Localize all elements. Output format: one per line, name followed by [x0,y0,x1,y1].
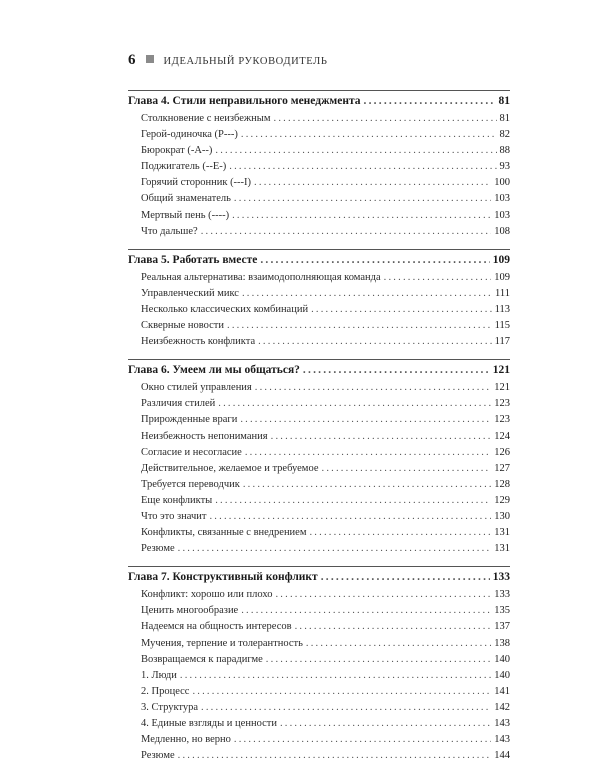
dot-leader [364,92,496,111]
toc-entry-title: Скверные новости [141,320,225,332]
dot-leader [266,652,491,668]
toc-entry-page: 126 [494,446,510,458]
toc-entry[interactable] [128,127,510,143]
chapter-heading[interactable] [128,361,510,380]
toc-entry[interactable] [128,587,510,603]
toc-entry-page: 88 [499,145,510,157]
toc-entry-title: Поджигатель (--E-) [141,161,227,173]
toc-entry[interactable] [128,732,510,748]
toc-entry[interactable] [128,700,510,716]
toc-entry-title: Действительное, желаемое и требуемое [141,462,319,474]
toc-entry-page: 144 [494,750,510,762]
toc-entry-page: 135 [494,605,510,617]
dot-leader [274,111,497,127]
toc-entry-title: 3. Структура [141,701,199,713]
dot-leader [309,525,491,541]
toc-entry-title: Ценить многообразие [141,605,239,617]
toc-entry-page: 124 [494,430,510,442]
dot-leader [384,270,492,286]
toc-entry-title: Что дальше? [141,225,198,237]
toc-entry-page: 123 [494,398,510,410]
toc-entry-title: Конфликт: хорошо или плохо [141,589,273,601]
dot-leader [311,302,492,318]
toc-entry-title: Окно стилей управления [141,382,252,394]
toc-entry[interactable] [128,716,510,732]
dot-leader [234,191,491,207]
toc-entry-title: Неизбежность конфликта [141,336,256,348]
chapter-heading[interactable] [128,92,510,111]
dot-leader [218,396,491,412]
toc-entry[interactable] [128,412,510,428]
toc-entry-title: Реальная альтернатива: взаимодополняющая команда [141,271,381,283]
dot-leader [215,493,491,509]
dot-leader [322,461,492,477]
toc-entry[interactable] [128,302,510,318]
dot-leader [275,587,491,603]
chapter-block [128,359,510,557]
toc-entry[interactable] [128,652,510,668]
toc-entry[interactable] [128,619,510,635]
toc-entry-page: 138 [494,637,510,649]
toc-entry[interactable] [128,461,510,477]
dot-leader [227,318,492,334]
toc-entry-page: 100 [494,177,510,189]
toc-entry-page: 130 [494,510,510,522]
running-header [128,52,510,69]
dot-leader [192,684,491,700]
toc-entry-page: 93 [499,161,510,173]
toc-entry[interactable] [128,541,510,557]
toc-entry-page: 103 [494,193,510,205]
dot-leader [209,509,491,525]
table-of-contents [128,90,510,764]
toc-entry-page: 140 [494,653,510,665]
toc-entry-page: 140 [494,669,510,681]
chapter-block [128,90,510,240]
dot-leader [306,636,491,652]
toc-entry-title: Столкновение с неизбежным [141,113,271,124]
toc-entry-title: Неизбежность непонимания [141,430,268,442]
chapter-heading[interactable] [128,568,510,587]
toc-entry[interactable] [128,445,510,461]
dot-leader [271,429,492,445]
toc-entry-title: Требуется переводчик [141,478,240,490]
toc-entry[interactable] [128,668,510,684]
toc-entry-page: 103 [494,209,510,221]
dot-leader [201,224,492,240]
toc-entry[interactable] [128,748,510,764]
toc-entry-page: 117 [494,336,510,348]
toc-entry[interactable] [128,111,510,127]
dot-leader [178,541,492,557]
toc-entry-page: 127 [494,462,510,474]
dot-leader [260,251,489,270]
toc-entry[interactable] [128,318,510,334]
dot-leader [201,700,491,716]
toc-entry-page: 123 [494,414,510,426]
toc-entry-page: 121 [494,382,510,394]
dot-leader [258,334,492,350]
dot-leader [232,208,491,224]
toc-entry[interactable] [128,493,510,509]
toc-entry[interactable] [128,286,510,302]
chapter-heading-page: 121 [492,364,510,377]
toc-entry-page: 142 [494,701,510,713]
chapter-heading-page: 109 [492,253,510,266]
toc-entry-page: 143 [494,734,510,746]
toc-entry-title: Надеемся на общность интересов [141,621,292,633]
toc-entry-title: Еще конфликты [141,494,213,506]
chapter-heading-page: 133 [492,571,510,584]
chapter-heading-title: Глава 7. Конструктивный конфликт [128,571,318,584]
dot-leader [229,159,496,175]
dot-leader [240,412,491,428]
chapter-heading-title: Глава 6. Умеем ли мы общаться? [128,364,300,377]
toc-entry[interactable] [128,396,510,412]
page-number: 6 [128,52,136,68]
running-title: ИДЕАЛЬНЫЙ РУКОВОДИТЕЛЬ [163,56,328,67]
toc-entry-title: Герой-одиночка (P---) [141,129,238,141]
toc-entry[interactable] [128,509,510,525]
toc-entry-title: Несколько классических комбинаций [141,303,309,315]
toc-entry-page: 133 [494,589,510,601]
dot-leader [295,619,492,635]
toc-entry-title: Различия стилей [141,398,216,410]
toc-entry-page: 131 [494,543,510,555]
dot-leader [255,380,491,396]
dot-leader [242,286,492,302]
toc-entry[interactable] [128,175,510,191]
toc-entry-page: 128 [494,478,510,490]
toc-entry-page: 82 [499,129,510,141]
toc-entry[interactable] [128,525,510,541]
toc-entry[interactable] [128,684,510,700]
toc-entry[interactable] [128,208,510,224]
toc-entry-title: Что это значит [141,510,207,522]
chapter-heading-page: 81 [498,95,510,107]
toc-entry-title: 2. Процесс [141,685,190,697]
toc-entry-title: Конфликты, связанные с внедрением [141,527,307,539]
chapter-block [128,249,510,350]
toc-entry-title: Прирожденные враги [141,414,238,426]
toc-entry-title: Согласие и несогласие [141,446,242,458]
dot-leader [241,603,491,619]
square-bullet-icon [146,55,154,63]
toc-entry-title: Резюме [141,750,175,762]
toc-entry-title: Возвращаемся к парадигме [141,653,263,665]
toc-entry[interactable] [128,603,510,619]
dot-leader [178,748,492,764]
toc-entry-title: Бюрократ (-A--) [141,145,213,157]
dot-leader [180,668,491,684]
dot-leader [241,127,497,143]
toc-entry-page: 131 [494,527,510,539]
toc-entry[interactable] [128,159,510,175]
toc-entry-page: 137 [494,621,510,633]
chapter-heading[interactable] [128,251,510,270]
toc-entry-title: Резюме [141,543,175,555]
toc-entry-page: 108 [494,225,510,237]
dot-leader [234,732,491,748]
dot-leader [321,568,490,587]
toc-entry-page: 143 [494,718,510,729]
dot-leader [303,361,490,380]
toc-entry-page: 141 [494,685,510,697]
toc-entry-title: Общий знаменатель [141,193,231,205]
toc-entry-page: 115 [494,320,510,332]
chapter-heading-title: Глава 4. Стили неправильного менеджмента [128,95,361,107]
toc-entry[interactable] [128,224,510,240]
toc-entry[interactable] [128,191,510,207]
toc-entry[interactable] [128,334,510,350]
toc-entry-page: 111 [495,287,510,299]
toc-entry-page: 109 [494,271,510,283]
toc-entry[interactable] [128,636,510,652]
toc-entry[interactable] [128,477,510,493]
toc-entry-page: 81 [499,113,510,124]
toc-entry-title: 1. Люди [141,669,177,681]
toc-entry-page: 129 [494,494,510,506]
toc-entry[interactable] [128,380,510,396]
toc-entry-title: Мертвый пень (----) [141,209,230,221]
toc-entry-title: Медленно, но верно [141,734,231,746]
toc-entry-page: 113 [494,303,510,315]
chapter-heading-title: Глава 5. Работать вместе [128,253,258,266]
toc-entry[interactable] [128,143,510,159]
dot-leader [280,716,491,732]
toc-entry-title: Управленческий микс [141,287,239,299]
dot-leader [254,175,491,191]
toc-entry[interactable] [128,429,510,445]
toc-entry-title: Мучения, терпение и толерантность [141,637,303,649]
toc-entry-title: Горячий сторонник (---I) [141,177,252,189]
toc-entry-title: 4. Единые взгляды и ценности [141,718,277,729]
dot-leader [215,143,496,159]
dot-leader [243,477,491,493]
toc-entry[interactable] [128,270,510,286]
dot-leader [245,445,491,461]
chapter-block [128,566,510,764]
